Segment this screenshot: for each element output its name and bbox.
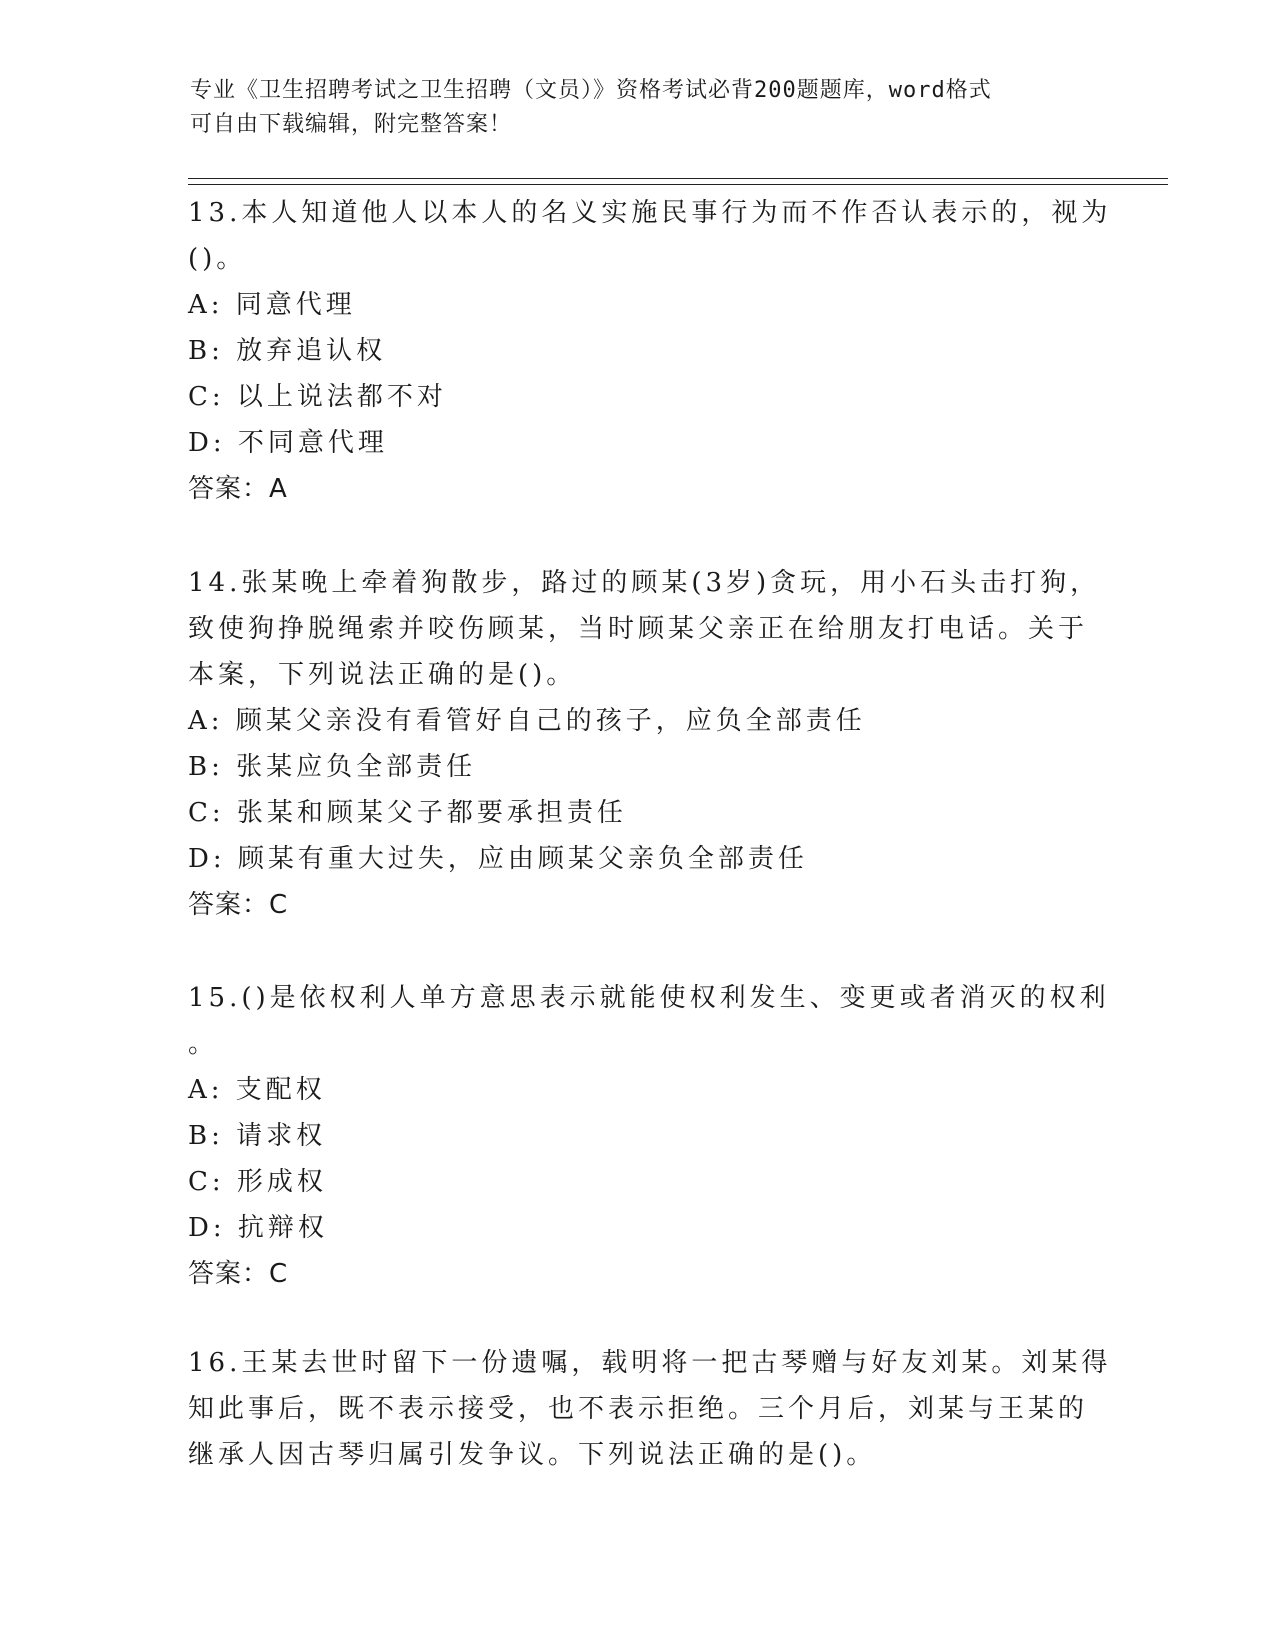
question-stem-line: 知此事后，既不表示接受，也不表示拒绝。三个月后，刘某与王某的 (188, 1394, 1089, 1424)
document-header (190, 74, 1090, 142)
option-b: B: 放弃追认权 (188, 336, 387, 366)
option-b: B: 请求权 (188, 1121, 327, 1151)
header-divider-top (188, 178, 1168, 179)
question-stem-line: 16.王某去世时留下一份遗嘱，载明将一把古琴赠与好友刘某。刘某得 (188, 1348, 1112, 1378)
header-title-line-1: 专业《卫生招聘考试之卫生招聘（文员）》资格考试必背200题题库，word格式 (190, 78, 992, 103)
header-title-line-2: 可自由下载编辑，附完整答案！ (190, 112, 513, 137)
question-15 (188, 975, 1110, 1297)
answer-line: 答案：C (188, 890, 289, 920)
option-c: C: 以上说法都不对 (188, 382, 447, 412)
option-d: D: 抗辩权 (188, 1213, 328, 1243)
question-stem-line: 。 (188, 1029, 219, 1059)
question-stem-line: 14.张某晚上牵着狗散步，路过的顾某(3岁)贪玩，用小石头击打狗， (188, 568, 1101, 598)
question-stem-line: 15.()是依权利人单方意思表示就能使权利发生、变更或者消灭的权利 (188, 983, 1110, 1013)
question-stem-line: 继承人因古琴归属引发争议。下列说法正确的是()。 (188, 1440, 877, 1470)
question-13 (188, 190, 1112, 512)
option-a: A: 支配权 (188, 1075, 326, 1105)
question-stem-line: 13.本人知道他人以本人的名义实施民事行为而不作否认表示的，视为 (188, 198, 1112, 228)
question-16 (188, 1340, 1112, 1478)
option-d: D: 不同意代理 (188, 428, 388, 458)
question-stem-line: 本案，下列说法正确的是()。 (188, 660, 577, 690)
header-divider-bottom (188, 184, 1168, 185)
option-d: D: 顾某有重大过失，应由顾某父亲负全部责任 (188, 844, 808, 874)
answer-line: 答案：A (188, 474, 288, 504)
question-14 (188, 560, 1101, 928)
option-c: C: 形成权 (188, 1167, 327, 1197)
question-stem-line: ()。 (188, 244, 247, 274)
option-a: A: 顾某父亲没有看管好自己的孩子，应负全部责任 (188, 706, 866, 736)
option-a: A: 同意代理 (188, 290, 356, 320)
option-b: B: 张某应负全部责任 (188, 752, 477, 782)
option-c: C: 张某和顾某父子都要承担责任 (188, 798, 627, 828)
question-stem-line: 致使狗挣脱绳索并咬伤顾某，当时顾某父亲正在给朋友打电话。关于 (188, 614, 1089, 644)
answer-line: 答案：C (188, 1259, 289, 1289)
